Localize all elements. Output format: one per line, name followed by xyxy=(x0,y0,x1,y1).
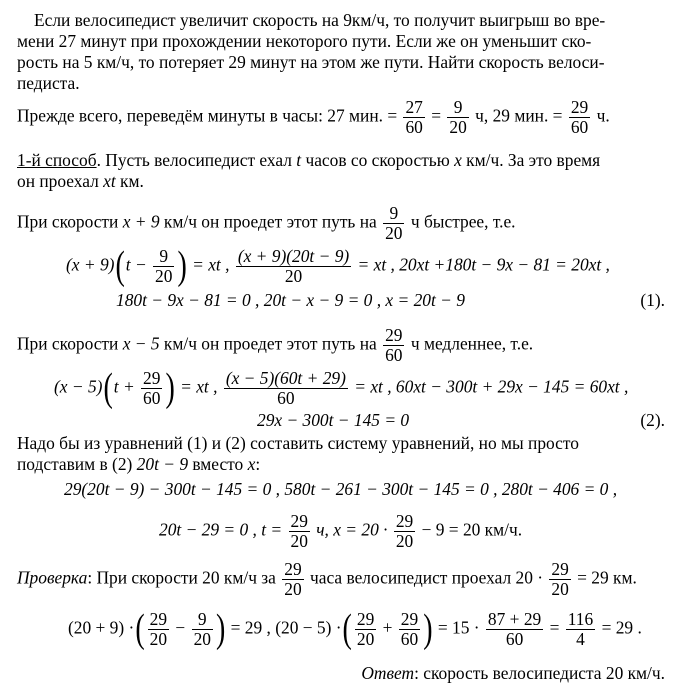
expression: 29x − 300t − 145 = 0 xyxy=(257,410,410,430)
fraction xyxy=(566,610,595,649)
numerator: 9 xyxy=(153,247,174,267)
expression: = 29 , (20 − 5) · xyxy=(230,617,342,638)
problem-statement xyxy=(17,10,665,94)
denominator: 20 xyxy=(284,266,303,286)
numerator: 116 xyxy=(567,609,594,629)
text: − 9 = 20 км/ч. xyxy=(421,519,523,540)
denominator: 20 xyxy=(551,579,569,599)
denominator: 20 xyxy=(193,629,211,649)
numerator: 29 xyxy=(551,559,569,579)
paren-close: ) xyxy=(177,243,187,289)
fraction xyxy=(355,610,376,649)
denominator: 20 xyxy=(395,531,414,551)
fraction xyxy=(141,369,162,408)
expression: ч, x = 20 · xyxy=(316,519,388,540)
denominator: 20 xyxy=(149,629,168,649)
var-x: x xyxy=(247,454,256,474)
denominator: 20 xyxy=(449,117,467,137)
numerator: 87 + 29 xyxy=(487,609,542,629)
equation-ref: (2). xyxy=(640,410,665,430)
fraction xyxy=(383,326,404,365)
text: = 29 км. xyxy=(577,567,637,588)
operator: − xyxy=(175,617,186,638)
method-intro xyxy=(17,150,665,192)
problem-line: Если велосипедист увеличит скорость на 9км/ч, то получит выигрыш во вре- xyxy=(34,10,606,30)
expression: 180t − 9x − 81 = 0 , 20t − x − 9 = 0 , x = 20t − 9 xyxy=(116,290,465,310)
denominator: 20 xyxy=(155,266,173,286)
fraction xyxy=(289,512,310,551)
denominator: 20 xyxy=(290,531,308,551)
faster-equation-1 xyxy=(66,243,610,289)
denominator: 20 xyxy=(356,629,375,649)
numerator: 29 xyxy=(400,609,419,629)
text: он проехал xyxy=(17,171,99,191)
paren-open: ( xyxy=(103,365,113,411)
text: ч. xyxy=(596,105,610,126)
answer-label: Ответ xyxy=(361,663,415,683)
fraction xyxy=(282,560,303,599)
paren-close: ) xyxy=(165,365,175,411)
expression: (x + 9) xyxy=(66,254,115,275)
text: км. xyxy=(120,171,144,191)
numerator: 29 xyxy=(290,511,308,531)
faster-intro xyxy=(17,204,516,243)
slower-equation-2 xyxy=(257,410,665,431)
denominator: 60 xyxy=(385,345,403,365)
denominator: 4 xyxy=(576,629,585,649)
numerator: 9 xyxy=(192,610,213,630)
fraction xyxy=(549,560,570,599)
text: ч быстрее, т.е. xyxy=(410,211,516,232)
numerator: 29 xyxy=(149,609,168,629)
text-line: Надо бы из уравнений (1) и (2) составить систему уравнений, но мы просто xyxy=(17,433,579,453)
numerator: 29 xyxy=(284,559,302,579)
text: . Пусть велосипедист ехал xyxy=(96,150,292,170)
denominator: 20 xyxy=(284,579,302,599)
text: : При скорости 20 км/ч за xyxy=(87,567,276,588)
system-text xyxy=(17,433,665,475)
fraction xyxy=(236,247,351,286)
expression: 29(20t − 9) − 300t − 145 = 0 , 580t − 261 − 300t − 145 = 0 , 280t − 406 = 0 , xyxy=(64,479,618,499)
fraction xyxy=(399,610,420,649)
method-label: 1-й способ xyxy=(17,150,97,170)
fraction xyxy=(394,512,415,551)
text: : xyxy=(255,454,261,474)
fraction xyxy=(403,98,424,137)
check-label: Проверка xyxy=(17,567,88,588)
expression: t + xyxy=(113,376,135,397)
text: км/ч он проедет этот путь на xyxy=(163,211,377,232)
paren-close: ) xyxy=(423,606,433,652)
text: ч медленнее, т.е. xyxy=(410,333,534,354)
operator: = xyxy=(549,617,560,638)
system-equation-2 xyxy=(159,512,522,551)
denominator: 60 xyxy=(143,388,161,408)
expression: = xt , 60xt − 300t + 29x − 145 = 60xt , xyxy=(354,376,629,397)
check-equation xyxy=(68,606,642,652)
equation-ref: (1). xyxy=(640,290,665,310)
denominator: 60 xyxy=(405,117,423,137)
paren-open: ( xyxy=(115,243,125,289)
text: При скорости xyxy=(17,333,119,354)
problem-line: педиста. xyxy=(17,73,80,93)
denominator: 60 xyxy=(400,629,419,649)
problem-line: мени 27 минут при прохождении некоторого пути. Если же он уменьшит ско- xyxy=(17,31,592,51)
text: км/ч. За это время xyxy=(466,150,601,170)
var-xt: xt xyxy=(103,171,116,191)
expression: = 15 · xyxy=(437,617,480,638)
paren-close: ) xyxy=(215,606,226,652)
numerator: 29 xyxy=(570,97,589,117)
slower-equation-1 xyxy=(54,365,629,411)
denominator: 20 xyxy=(385,223,403,243)
numerator: 29 xyxy=(143,368,161,388)
numerator: 9 xyxy=(447,98,468,118)
system-equation-1 xyxy=(64,479,617,500)
text: При скорости xyxy=(17,211,119,232)
text: часов со скоростью xyxy=(305,150,450,170)
text: часа велосипедист проехал 20 · xyxy=(310,567,544,588)
text: Прежде всего, переведём минуты в часы: 27 мин. = xyxy=(17,105,398,126)
text: вместо xyxy=(192,454,244,474)
denominator: 60 xyxy=(277,388,295,408)
numerator: (x − 5)(60t + 29) xyxy=(225,368,346,388)
fraction xyxy=(447,98,468,137)
numerator: (x + 9)(20t − 9) xyxy=(237,246,350,266)
answer-text: : скорость велосипедиста 20 км/ч. xyxy=(414,663,665,683)
paren-open: ( xyxy=(135,606,145,652)
var-t: t xyxy=(296,150,302,170)
text: ч, 29 мин. = xyxy=(475,105,563,126)
fraction xyxy=(153,247,174,286)
expression: 20t − 9 xyxy=(136,454,189,474)
numerator: 27 xyxy=(405,97,423,117)
numerator: 9 xyxy=(383,204,404,224)
denominator: 60 xyxy=(505,629,524,649)
expression: = xt , xyxy=(180,376,218,397)
text: подставим в (2) xyxy=(17,454,133,474)
check-line xyxy=(17,560,637,599)
fraction xyxy=(486,610,543,649)
answer-line xyxy=(361,663,665,684)
expression: x − 5 xyxy=(122,333,160,354)
fraction xyxy=(192,610,213,649)
fraction xyxy=(383,204,404,243)
operator: + xyxy=(382,617,393,638)
expression: 20t − 29 = 0 , t = xyxy=(159,519,283,540)
expression: = xt , 20xt +180t − 9x − 81 = 20xt , xyxy=(357,254,610,275)
fraction xyxy=(224,369,348,408)
fraction xyxy=(569,98,590,137)
text: = xyxy=(431,105,442,126)
expression: = xt , xyxy=(192,254,230,275)
paren-open: ( xyxy=(342,606,352,652)
problem-line: рость на 5 км/ч, то потеряет 29 минут на этом же пути. Найти скорость велоси- xyxy=(17,52,605,72)
text: км/ч он проедет этот путь на xyxy=(163,333,377,354)
denominator: 60 xyxy=(570,117,589,137)
expression: (20 + 9) · xyxy=(68,617,135,638)
numerator: 29 xyxy=(385,325,403,345)
expression: t − xyxy=(125,254,147,275)
expression: (x − 5) xyxy=(54,376,103,397)
numerator: 29 xyxy=(356,609,375,629)
fraction xyxy=(148,610,169,649)
expression: = 29 . xyxy=(601,617,642,638)
numerator: 29 xyxy=(395,511,414,531)
conversion-line xyxy=(17,98,610,137)
expression: x + 9 xyxy=(122,211,160,232)
slower-intro xyxy=(17,326,533,365)
var-x: x xyxy=(454,150,462,170)
faster-equation-2 xyxy=(116,290,665,311)
